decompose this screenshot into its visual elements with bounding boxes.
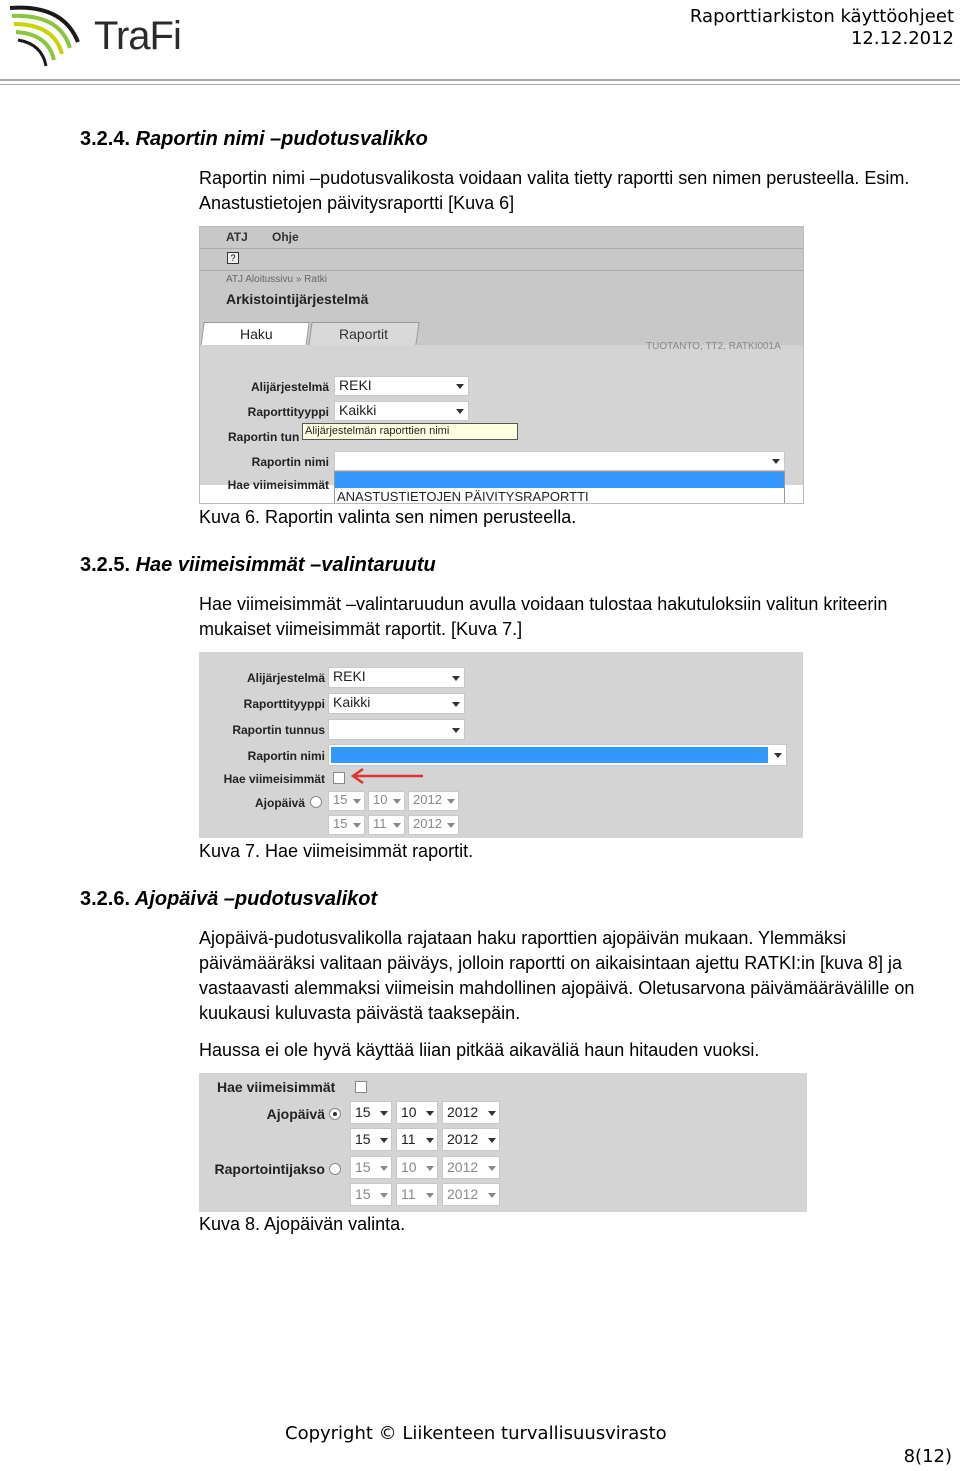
trafi-logo-icon bbox=[8, 2, 88, 74]
to-month-value: 11 bbox=[373, 816, 387, 831]
chevron-down-icon bbox=[772, 459, 780, 464]
raportointijakso-to-year-value: 2012 bbox=[447, 1186, 479, 1202]
label-raportointijakso: Raportointijakso bbox=[214, 1161, 325, 1177]
red-arrow-icon bbox=[349, 768, 425, 784]
ajopaiva-radio[interactable] bbox=[329, 1108, 341, 1120]
label-hae-viimeisimmat: Hae viimeisimmät bbox=[227, 478, 329, 492]
raportointijakso-radio[interactable] bbox=[329, 1163, 341, 1175]
document-title: Raporttiarkiston käyttöohjeet bbox=[689, 6, 954, 27]
raportointijakso-from-day-select[interactable] bbox=[350, 1156, 392, 1179]
figure-7-screenshot bbox=[199, 652, 803, 838]
chevron-down-icon bbox=[380, 1111, 388, 1116]
label-ajopaiva: Ajopäivä bbox=[254, 796, 305, 810]
raporttityyppi-select[interactable] bbox=[328, 693, 465, 714]
section-3-2-6-paragraph-2: Haussa ei ole hyvä käyttää liian pitkää aikaväliä haun hitauden vuoksi. bbox=[199, 1040, 760, 1060]
header-divider bbox=[0, 79, 960, 81]
section-3-2-5-paragraph: Hae viimeisimmät –valintaruudun avulla voidaan tulostaa hakutuloksiin valitun kriteerin mukaiset viimeisimmät raportit. [Kuva 7.] bbox=[199, 594, 888, 639]
from-day-select[interactable] bbox=[328, 791, 365, 811]
section-number: 3.2.6. bbox=[80, 888, 131, 910]
chevron-down-icon bbox=[380, 1193, 388, 1198]
ajopaiva-from-month-select[interactable] bbox=[396, 1101, 438, 1124]
raporttityyppi-value: Kaikki bbox=[339, 402, 377, 418]
ajopaiva-to-year-value: 2012 bbox=[447, 1131, 479, 1147]
label-alijarjestelma: Alijärjestelmä bbox=[246, 671, 325, 685]
from-year-value: 2012 bbox=[413, 792, 442, 807]
section-title: Raportin nimi –pudotusvalikko bbox=[135, 128, 428, 150]
section-number: 3.2.4. bbox=[80, 128, 131, 150]
to-day-select[interactable] bbox=[328, 815, 365, 835]
section-3-2-5-heading bbox=[80, 554, 436, 577]
from-month-value: 10 bbox=[373, 792, 388, 807]
section-3-2-4-paragraph: Raportin nimi –pudotusvalikosta voidaan valita tietty raportti sen nimen perusteella. Esim. Anastustietojen päivitysraportti [Kuva 6] bbox=[199, 168, 910, 213]
section-3-2-6-heading bbox=[80, 888, 377, 911]
ajopaiva-radio[interactable] bbox=[310, 796, 322, 808]
label-alijarjestelma: Alijärjestelmä bbox=[250, 380, 329, 394]
label-hae-viimeisimmat: Hae viimeisimmät bbox=[217, 1079, 336, 1095]
label-raportin-nimi: Raportin nimi bbox=[251, 455, 329, 469]
breadcrumb[interactable]: ATJ Aloitussivu » Ratki bbox=[226, 274, 327, 285]
document-date: 12.12.2012 bbox=[850, 28, 954, 49]
tooltip: Alijärjestelmän raporttien nimi bbox=[302, 423, 518, 440]
ajopaiva-from-month-value: 10 bbox=[401, 1104, 417, 1120]
chevron-down-icon bbox=[380, 1166, 388, 1171]
chevron-down-icon bbox=[447, 823, 455, 828]
raportin-nimi-dropdown-list[interactable] bbox=[334, 471, 785, 504]
chevron-down-icon bbox=[488, 1138, 496, 1143]
section-3-2-4-heading bbox=[80, 128, 428, 151]
alijarjestelma-select[interactable] bbox=[334, 376, 469, 396]
chevron-down-icon bbox=[353, 823, 361, 828]
header-title-block bbox=[690, 6, 954, 50]
app-title: Arkistointijärjestelmä bbox=[226, 291, 369, 307]
label-raportin-tunnus: Raportin tunnus bbox=[232, 723, 325, 737]
raportointijakso-from-month-value: 10 bbox=[401, 1159, 417, 1175]
section-number: 3.2.5. bbox=[80, 554, 131, 576]
section-3-2-6-paragraph-1: Ajopäivä-pudotusvalikolla rajataan haku raporttien ajopäivän mukaan. Ylemmäksi päivämääräksi valitaan päiväys, jolloin raportti on aikaisintaan ajettu RATKI:in [kuva 8] ja vastaavasti alemmaksi viimeisin mahdollinen ajopäivä. Oletusarvona päivämäärävälille on kuukausi kuluvasta päivästä taaksepäin. bbox=[199, 928, 915, 1023]
section-title: Hae viimeisimmät –valintaruutu bbox=[135, 554, 436, 576]
raportin-tunnus-select[interactable] bbox=[328, 719, 465, 740]
page-number: 8(12) bbox=[903, 1446, 952, 1467]
chevron-down-icon bbox=[456, 409, 464, 414]
figure-6-caption: Kuva 6. Raportin valinta sen nimen perusteella. bbox=[199, 507, 577, 527]
raportointijakso-to-year-select[interactable] bbox=[442, 1183, 500, 1206]
ajopaiva-to-day-value: 15 bbox=[355, 1131, 371, 1147]
to-month-select[interactable] bbox=[368, 815, 405, 835]
figure-8-caption: Kuva 8. Ajopäivän valinta. bbox=[199, 1214, 406, 1234]
logo-text: TraFi bbox=[94, 14, 181, 58]
menu-divider bbox=[200, 248, 804, 249]
raporttityyppi-select[interactable] bbox=[334, 401, 469, 421]
chevron-down-icon bbox=[488, 1166, 496, 1171]
figure-7-caption: Kuva 7. Hae viimeisimmät raportit. bbox=[199, 841, 474, 861]
selection-highlight bbox=[331, 747, 768, 763]
header-divider-thin bbox=[0, 84, 960, 85]
to-day-value: 15 bbox=[333, 816, 348, 831]
tab-haku-label: Haku bbox=[240, 326, 273, 342]
alijarjestelma-value: REKI bbox=[333, 668, 366, 684]
section-title: Ajopäivä –pudotusvalikot bbox=[134, 888, 378, 910]
toolbar-divider bbox=[200, 270, 804, 271]
raportointijakso-from-year-value: 2012 bbox=[447, 1159, 479, 1175]
alijarjestelma-select[interactable] bbox=[328, 667, 465, 688]
dropdown-option[interactable]: ANASTUSTIETOJEN PÄIVITYSRAPORTTI bbox=[337, 489, 589, 504]
raportointijakso-from-year-select[interactable] bbox=[442, 1156, 500, 1179]
chevron-down-icon bbox=[380, 1138, 388, 1143]
raportointijakso-from-day-value: 15 bbox=[355, 1159, 371, 1175]
raportointijakso-to-day-value: 15 bbox=[355, 1186, 371, 1202]
label-raporttityyppi: Raporttityyppi bbox=[243, 697, 325, 711]
from-year-select[interactable] bbox=[408, 791, 459, 811]
chevron-down-icon bbox=[452, 702, 460, 707]
raportin-nimi-select[interactable] bbox=[328, 744, 787, 766]
chevron-down-icon bbox=[393, 823, 401, 828]
chevron-down-icon bbox=[353, 799, 361, 804]
copyright: Copyright © Liikenteen turvallisuusvirasto bbox=[285, 1423, 667, 1444]
label-raportin-tunnus: Raportin tun bbox=[228, 430, 300, 444]
ajopaiva-to-month-select[interactable] bbox=[396, 1128, 438, 1151]
tab-raportit-label: Raportit bbox=[339, 326, 389, 342]
from-day-value: 15 bbox=[333, 792, 348, 807]
ajopaiva-to-year-select[interactable] bbox=[442, 1128, 500, 1151]
ajopaiva-from-day-select[interactable] bbox=[350, 1101, 392, 1124]
chevron-down-icon bbox=[426, 1166, 434, 1171]
from-month-select[interactable] bbox=[368, 791, 405, 811]
chevron-down-icon bbox=[452, 728, 460, 733]
chevron-down-icon bbox=[426, 1111, 434, 1116]
label-raportin-nimi: Raportin nimi bbox=[247, 749, 325, 763]
chevron-down-icon bbox=[488, 1193, 496, 1198]
environment-info: TUOTANTO, TT2, RATKI001A bbox=[646, 341, 781, 352]
ajopaiva-to-month-value: 11 bbox=[401, 1131, 416, 1147]
hae-viimeisimmat-checkbox[interactable] bbox=[333, 772, 345, 784]
raporttityyppi-value: Kaikki bbox=[333, 694, 371, 710]
chevron-down-icon bbox=[456, 384, 464, 389]
chevron-down-icon bbox=[426, 1193, 434, 1198]
chevron-down-icon bbox=[426, 1138, 434, 1143]
to-year-value: 2012 bbox=[413, 816, 442, 831]
help-icon[interactable]: ? bbox=[227, 252, 239, 264]
chevron-down-icon bbox=[452, 676, 460, 681]
figure-6-screenshot bbox=[199, 226, 804, 504]
menu-atj[interactable]: ATJ bbox=[226, 230, 248, 244]
dropdown-highlight bbox=[335, 472, 784, 488]
chevron-down-icon bbox=[488, 1111, 496, 1116]
chevron-down-icon bbox=[393, 799, 401, 804]
raportin-nimi-select[interactable] bbox=[334, 451, 785, 471]
label-raporttityyppi: Raporttityyppi bbox=[247, 405, 329, 419]
raportointijakso-to-day-select[interactable] bbox=[350, 1183, 392, 1206]
raportointijakso-to-month-value: 11 bbox=[401, 1186, 416, 1202]
alijarjestelma-value: REKI bbox=[339, 377, 372, 393]
ajopaiva-from-day-value: 15 bbox=[355, 1104, 371, 1120]
raportointijakso-to-month-select[interactable] bbox=[396, 1183, 438, 1206]
chevron-down-icon bbox=[774, 753, 782, 758]
chevron-down-icon bbox=[447, 799, 455, 804]
hae-viimeisimmat-checkbox[interactable] bbox=[355, 1081, 367, 1093]
ajopaiva-from-year-select[interactable] bbox=[442, 1101, 500, 1124]
label-hae-viimeisimmat: Hae viimeisimmät bbox=[223, 772, 325, 786]
raportointijakso-from-month-select[interactable] bbox=[396, 1156, 438, 1179]
menu-ohje[interactable]: Ohje bbox=[272, 230, 299, 244]
ajopaiva-from-year-value: 2012 bbox=[447, 1104, 479, 1120]
ajopaiva-to-day-select[interactable] bbox=[350, 1128, 392, 1151]
figure-8-screenshot bbox=[199, 1073, 807, 1212]
label-ajopaiva: Ajopäivä bbox=[266, 1106, 325, 1122]
to-year-select[interactable] bbox=[408, 815, 459, 835]
